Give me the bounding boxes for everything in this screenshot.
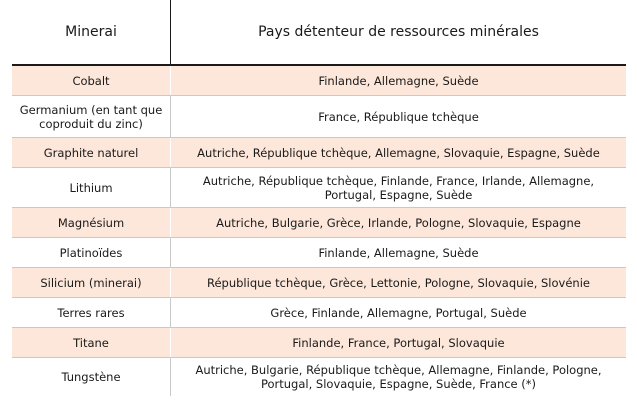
table-row	[12, 268, 626, 298]
table-row	[12, 298, 626, 328]
mineral-cell: Terres rares	[57, 305, 125, 320]
mineral-cell: Graphite naturel	[43, 145, 139, 160]
countries-cell: Finlande, Allemagne, Suède	[170, 238, 626, 267]
header-countries: Pays détenteur de ressources minérales	[170, 0, 626, 64]
countries-cell: Autriche, Bulgarie, République tchèque, Allemagne, Finlande, Pologne, Portugal, Slovaquie, Espagne, Suède, France (*)	[170, 358, 626, 396]
table-row	[12, 168, 626, 208]
mineral-cell: Titane	[73, 335, 109, 350]
countries-cell: Autriche, Bulgarie, Grèce, Irlande, Pologne, Slovaquie, Espagne	[170, 208, 626, 237]
countries-cell: République tchèque, Grèce, Lettonie, Pologne, Slovaquie, Slovénie	[170, 268, 626, 297]
table-row	[12, 138, 626, 168]
countries-cell: France, République tchèque	[170, 96, 626, 137]
mineral-cell: Silicium (minerai)	[40, 275, 142, 290]
table-row	[12, 96, 626, 138]
countries-cell: Autriche, République tchèque, Finlande, France, Irlande, Allemagne, Portugal, Espagne, Suède	[170, 168, 626, 207]
mineral-cell: Germanium (en tant que coproduit du zinc)	[19, 102, 163, 131]
table-row	[12, 238, 626, 268]
countries-cell: Finlande, France, Portugal, Slovaquie	[170, 328, 626, 357]
table-row	[12, 328, 626, 358]
mineral-cell: Cobalt	[72, 73, 110, 88]
table-row	[12, 208, 626, 238]
mineral-cell: Magnésium	[57, 215, 125, 230]
table-row	[12, 66, 626, 96]
countries-cell: Grèce, Finlande, Allemagne, Portugal, Suède	[170, 298, 626, 327]
table-row	[12, 358, 626, 396]
table-header	[12, 0, 626, 64]
countries-cell: Autriche, République tchèque, Allemagne, Slovaquie, Espagne, Suède	[170, 138, 626, 167]
mineral-cell: Lithium	[69, 180, 113, 195]
table-body	[12, 66, 626, 396]
mineral-cell: Tungstène	[61, 370, 121, 384]
mineral-cell: Platinoïdes	[59, 245, 123, 260]
header-mineral: Minerai	[65, 24, 117, 40]
countries-cell: Finlande, Allemagne, Suède	[170, 66, 626, 95]
